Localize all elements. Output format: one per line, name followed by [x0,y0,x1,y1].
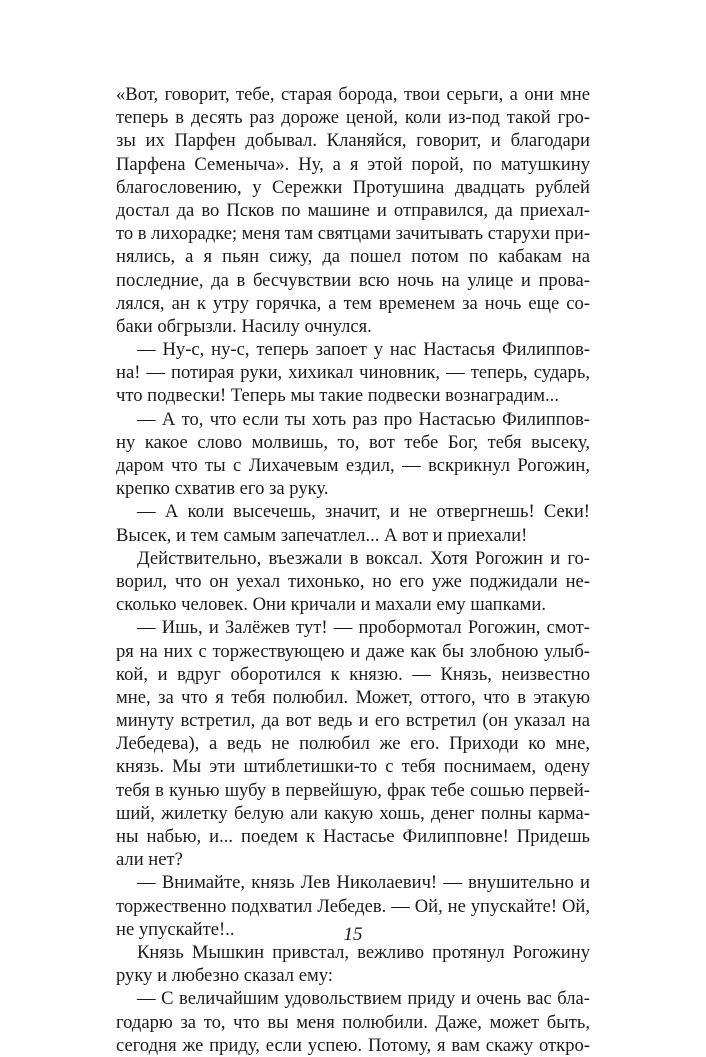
text-line: — Внимайте, князь Лев Николаевич! — внушительно и [137,872,590,894]
text-line: «Вот, говорит, тебе, старая борода, твои серьги, а они мне [116,84,590,105]
text-line: ший, жилетку белую али какую хошь, денег полны карма- [116,802,590,824]
text-line: годарю за то, что вы меня полюбили. Даже, может быть, [116,1011,590,1033]
text-line: торжественно подхватил Лебедев. — Ой, не упускайте! Ой, [116,895,590,917]
text-line: крепко схватив его за руку. [116,478,329,500]
text-line: не упускайте!.. [116,918,235,940]
text-line: достал да во Псков по машине и отправился, да приехал- [116,199,590,221]
text-line: Парфена Семеныча». Ну, а я этой порой, по матушкину [116,153,590,175]
text-line: минуту встретил, да вот ведь и его встретил (он указал на [116,710,590,732]
text-line: сегодня же приду, если успею. Потому, я вам скажу откро- [116,1034,590,1056]
text-line: ны набью, и... поедем к Настасье Филипповне! Придешь [116,826,590,847]
text-line: — А то, что если ты хоть раз про Настасью Филиппов- [137,408,590,430]
text-line: кой, и вдруг оборотился к князю. — Князь, неизвестно [116,663,590,685]
text-line: — С величайшим удовольствием приду и очень вас бла- [137,988,590,1010]
text-line: ворил, что он уехал тихонько, но его уже поджидали не- [116,570,590,592]
book-page-text [116,83,590,1057]
text-line: теперь в десять раз дороже ценой, коли из-под такой гро- [116,107,590,129]
text-line: князь. Мы эти штиблетишки-то с тебя поснимаем, одену [116,756,590,778]
text-line: сколько человек. Они кричали и махали ему шапками. [116,594,546,616]
text-line: Лебедева), а ведь не полюбил же его. Приходи ко мне, [116,733,590,755]
text-line: — Ну-с, ну-с, теперь запоет у нас Настасья Филиппов- [137,339,590,361]
text-line: тебя в кунью шубу в первейшую, фрак тебе сошью первей- [116,779,590,801]
text-line: нялись, а я пьян сижу, да пошел потом по кабакам на [116,246,590,268]
text-line: благословению, у Сережки Протушина двадцать рублей [116,176,590,198]
text-line: зы их Парфен добывал. Кланяйся, говорит, и благодари [116,130,590,152]
text-line: Князь Мышкин привстал, вежливо протянул Рогожину [137,941,590,963]
text-line: даром что ты с Лихачевым ездил, — вскрикнул Рогожин, [116,455,590,476]
text-line: али нет? [116,849,183,871]
text-line: то в лихорадке; меня там святцами зачитывать старухи при- [116,223,590,245]
page-number: 15 [343,924,363,945]
text-line: — А коли высечешь, значит, и не отвергнешь! Секи! [137,501,590,523]
text-line: ря на них с торжествующею и даже как бы злобною улыб- [116,640,590,662]
text-line: мне, за что я тебя полюбил. Может, оттого, что в этакую [116,686,590,708]
text-line: баки обгрызли. Насилу очнулся. [116,315,372,337]
text-line: Высек, и тем самым запечатлел... А вот и приехали! [116,524,528,546]
text-line: Действительно, въезжали в воксал. Хотя Рогожин и го- [137,547,590,569]
text-line: что подвески! Теперь мы такие подвески вознаградим... [116,385,559,407]
text-line: последние, да в бесчувствии всю ночь на улице и прова- [116,269,590,291]
text-line: — Ишь, и Залёжев тут! — пробормотал Рогожин, смот- [137,617,590,639]
text-line: на! — потирая руки, хихикал чиновник, — теперь, сударь, [116,362,590,384]
text-line: руку и любезно сказал ему: [116,965,333,987]
text-line: ну какое слово молвишь, то, вот тебе Бог, тебя высеку, [116,431,590,453]
text-line: лялся, ан к утру горячка, а тем временем за ночь еще со- [116,292,590,314]
